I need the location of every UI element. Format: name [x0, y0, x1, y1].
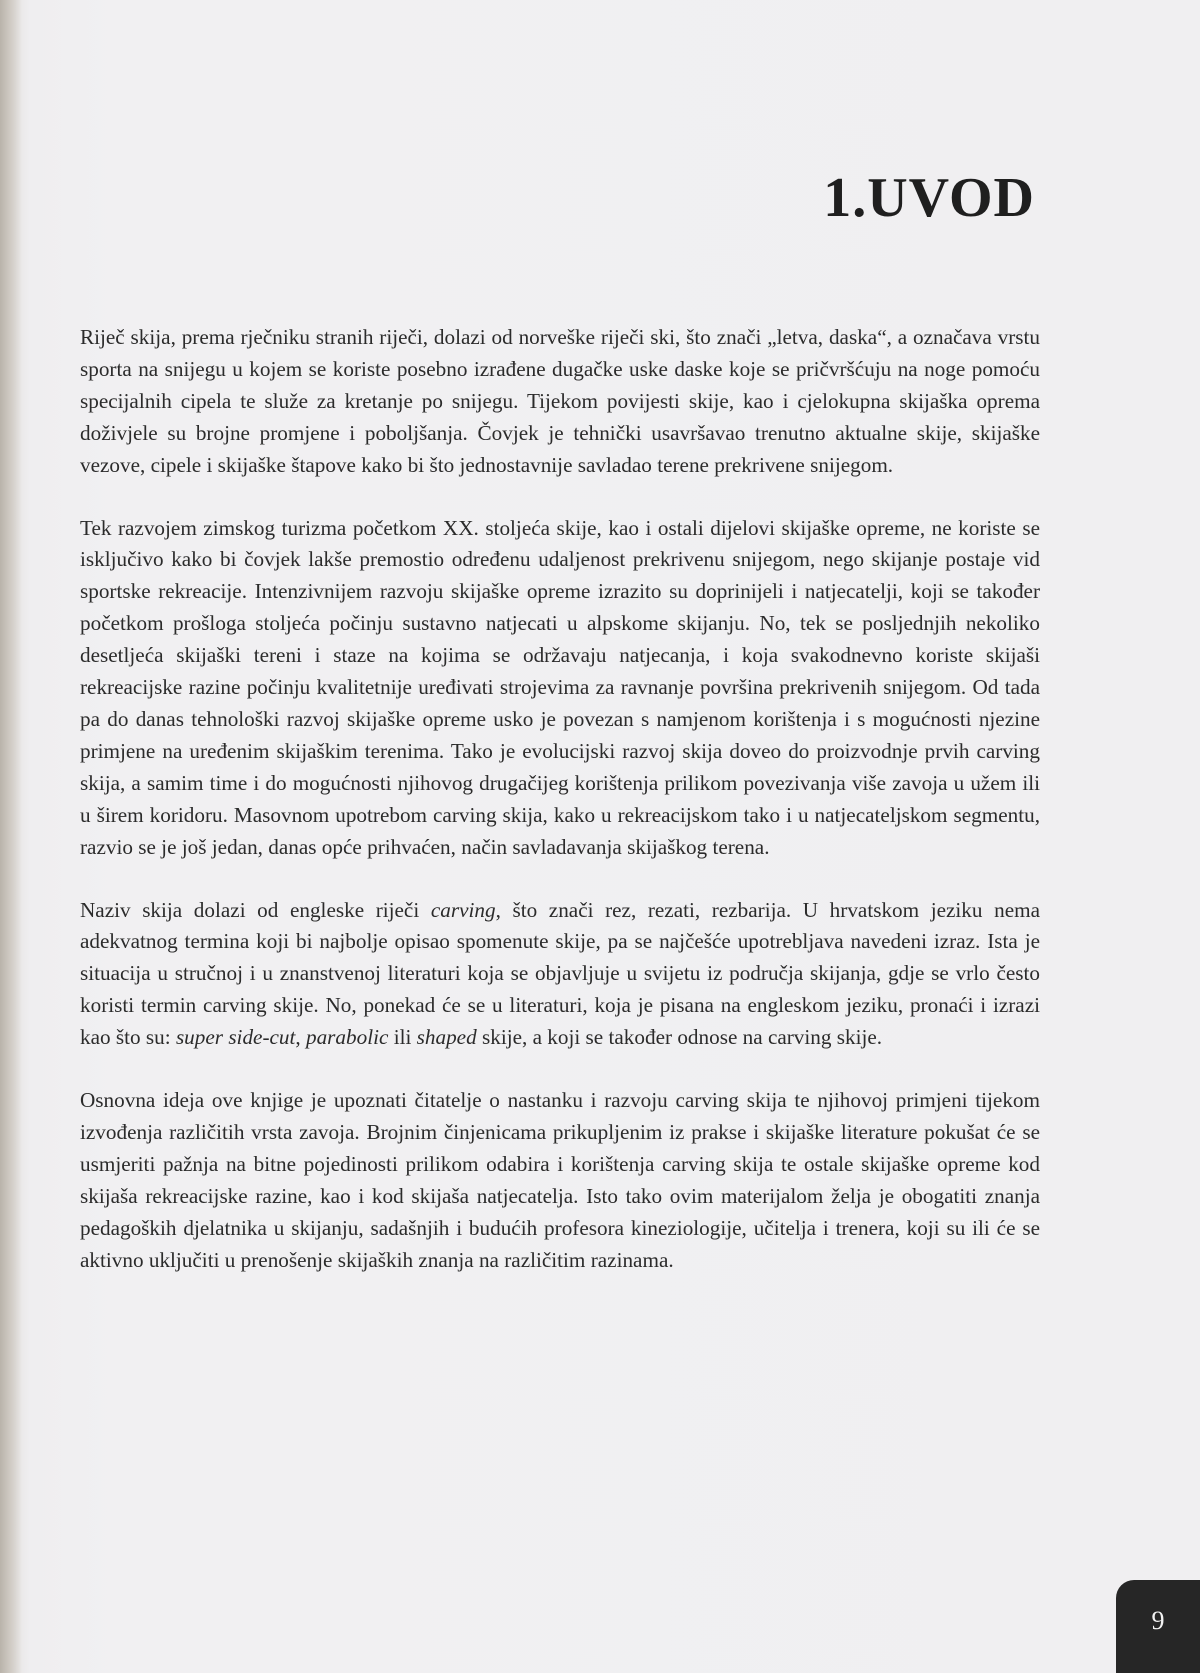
- body-text: [80, 322, 1040, 1307]
- paragraph-4: Osnovna ideja ove knjige je upoznati čitatelje o nastanku i razvoju carving skija te njihovoj primjeni tijekom izvođenja različitih vrsta zavoja. Brojnim činjenicama prikupljenim iz prakse i skijaške literature pokušat će se usmjeriti pažnja na bitne pojedinosti prilikom odabira i korištenja carving skija te ostale skijaške opreme kod skijaša rekreacijske razine, kao i kod skijaša natjecatelja. Isto tako ovim materijalom želja je obogatiti znanja pedagoških djelatnika u skijanju, sadašnjih i budućih profesora kineziologije, učitelja i trenera, koji su ili će se aktivno uključiti u prenošenje skijaških znanja na različitim razinama.: [80, 1088, 1040, 1272]
- page-number-tab: [1116, 1580, 1200, 1673]
- paragraph-3-italic-carving: carving: [430, 897, 496, 922]
- paragraph-3: [80, 895, 1040, 1055]
- paragraph-3-text-3: ,: [295, 1025, 306, 1050]
- paragraph-2: Tek razvojem zimskog turizma početkom XX. stoljeća skije, kao i ostali dijelovi skijaške opreme, ne koriste se isključivo kako bi čovjek lakše premostio određenu udaljenost prekrivenu snijegom, nego skijanje postaje vid sportske rekreacije. Intenzivnijem razvoju skijaške opreme izrazito su doprinijeli i natjecatelji, koji se također početkom prošloga stoljeća počinju sustavno natjecati u alpskome skijanju. No, tek se posljednjih nekoliko desetljeća skijaški tereni i staze na kojima se održavaju natjecanja, i koja svakodnevno koriste skijaši rekreacijske razine počinju kvalitetnije uređivati strojevima za ravnanje površina prekrivenih snijegom. Od tada pa do danas tehnološki razvoj skijaške opreme usko je povezan s namjenom korištenja i s mogućnosti njezine primjene na uređenim skijaškim terenima. Tako je evolucijski razvoj skija doveo do proizvodnje prvih carving skija, a samim time i do mogućnosti njihovog drugačijeg korištenja prilikom povezivanja više zavoja u užem ili u širem koridoru. Masovnom upotrebom carving skija, kako u rekreacijskom tako i u natjecateljskom segmentu, razvio se je još jedan, danas opće prihvaćen, način savladavanja skijaškog terena.: [80, 515, 1040, 859]
- book-spine-shadow: [0, 0, 22, 1673]
- paragraph-3-text-1: Naziv skija dolazi od engleske riječi: [80, 897, 431, 922]
- paragraph-3-italic-parabolic: parabolic: [305, 1025, 389, 1050]
- page-number: 9: [1151, 1606, 1165, 1635]
- chapter-title: 1.UVOD: [823, 167, 1035, 229]
- paragraph-3-text-2: , što znači rez, rezati, rezbarija. U hrvatskom jeziku nema adekvatnog termina koji bi najbolje opisao spomenute skije, pa se najčešće upotrebljava navedeni izraz. Ista je situacija u stručnoj i u znanstvenoj literaturi koja se objavljuje u svijetu iz područja skijanja, gdje se vrlo često koristi termin carving skije. No, ponekad će se u literaturi, koja je pisana na engleskom jeziku, pronaći i izrazi kao što su:: [80, 897, 1040, 1050]
- paragraph-3-text-5: skije, a koji se također odnose na carving skije.: [476, 1025, 883, 1050]
- paragraph-3-text-4: ili: [388, 1025, 417, 1050]
- paragraph-1: Riječ skija, prema rječniku stranih riječi, dolazi od norveške riječi ski, što znači „letva, daska“, a označava vrstu sporta na snijegu u kojem se koriste posebno izrađene dugačke uske daske koje se pričvršćuju na noge pomoću specijalnih cipela te služe za kretanje po snijegu. Tijekom povijesti skije, kao i cjelokupna skijaška oprema doživjele su brojne promjene i poboljšanja. Čovjek je tehnički usavršavao trenutno aktualne skije, skijaške vezove, cipele i skijaške štapove kako bi što jednostavnije savladao terene prekrivene snijegom.: [80, 325, 1040, 477]
- paragraph-3-italic-super-side-cut: super side-cut: [175, 1025, 296, 1050]
- paragraph-3-italic-shaped: shaped: [416, 1025, 477, 1050]
